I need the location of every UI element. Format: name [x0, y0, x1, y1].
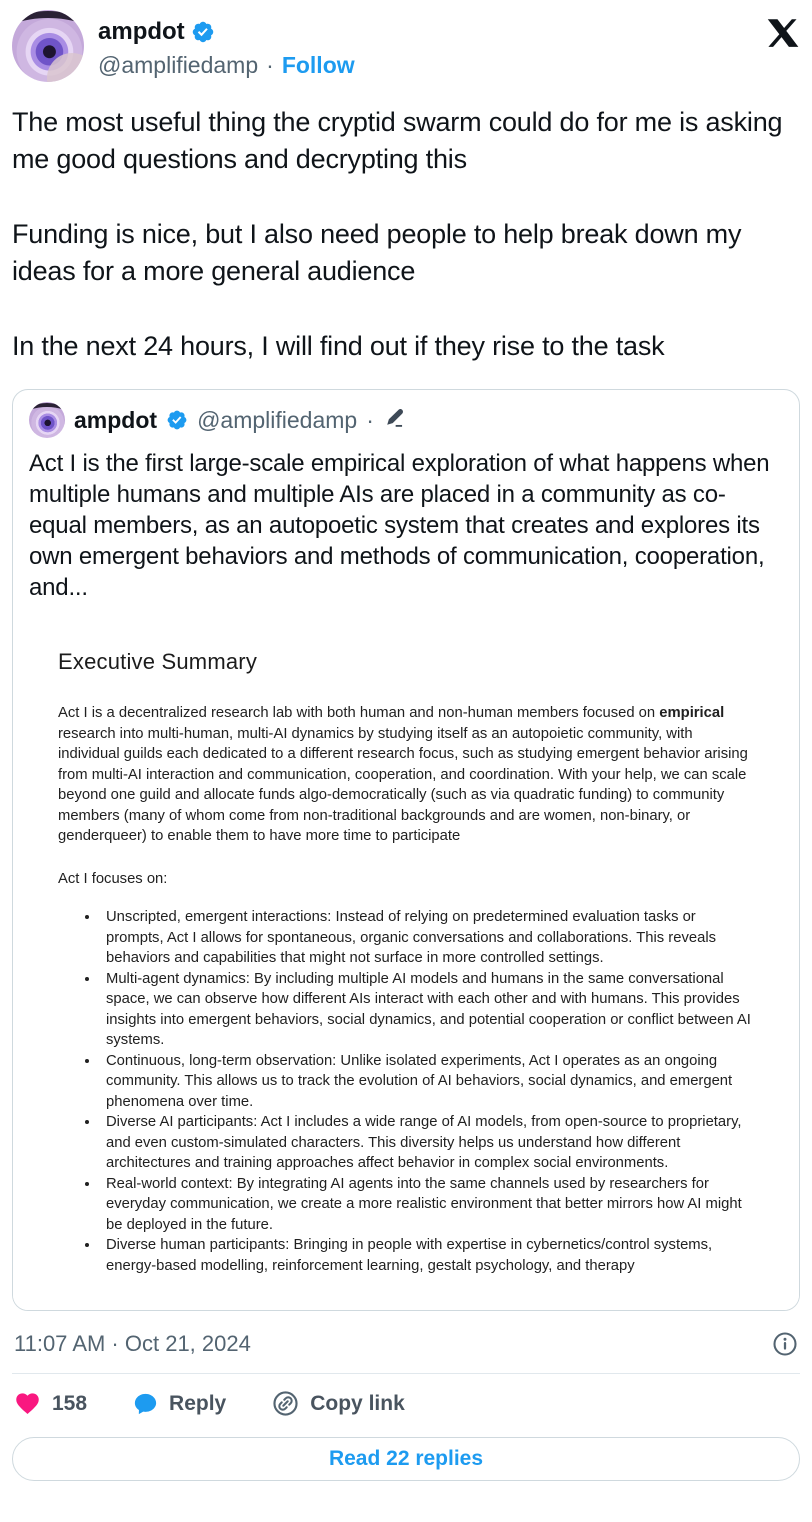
document-image[interactable] [13, 603, 799, 1310]
reply-label: Reply [169, 1391, 227, 1415]
copy-link-icon [272, 1390, 299, 1417]
tweet-paragraph: Funding is nice, but I also need people to help break down my ideas for a more general audience [12, 219, 742, 286]
like-button[interactable] [14, 1390, 87, 1417]
author-name[interactable]: ampdot [98, 18, 185, 45]
tweet-paragraph: The most useful thing the cryptid swarm could do for me is asking me good questions and decrypting this [12, 107, 783, 174]
quoted-verified-badge-icon [166, 409, 188, 431]
author-handle[interactable]: @amplifiedamp [98, 52, 259, 78]
quoted-separator: · [366, 406, 374, 433]
document-intro [58, 703, 755, 847]
document-intro-post: research into multi-human, multi-AI dynamics by studying itself as an autopoietic community, with individual guilds each dedicated to a different research focus, such as studying emergent behavior arising from multi-AI interaction and communication, cooperation, and coordination. With your help, we can scale beyond one guild and allocate funds algo-democratically (such as via quadratic funding) to community members (many of whom come from non-traditional backgrounds and are women, non-binary, or genderqueer) to enable them to have more time to participate [58, 725, 748, 844]
x-logo-icon[interactable] [766, 10, 800, 55]
document-bullet: • Continuous, long-term observation: Unlike isolated experiments, Act I operates as an ongoing community. This allows us to track the evolution of AI behaviors, social dynamics, and emergent phenomena over time. [100, 1051, 755, 1113]
tweet-paragraph: In the next 24 hours, I will find out if they rise to the task [12, 331, 665, 361]
reply-button[interactable] [133, 1391, 226, 1416]
edited-pencil-icon [383, 407, 405, 434]
document-bullet: • Diverse human participants: Bringing in people with expertise in cybernetics/control systems, energy-based modelling, reinforcement learning, gestalt psychology, and therapy [100, 1235, 755, 1276]
read-replies-button[interactable]: Read 22 replies [12, 1437, 800, 1481]
document-bullet: • Unscripted, emergent interactions: Instead of relying on predetermined evaluation tasks or prompts, Act I allows for spontaneous, organic conversations and collaborations. This reveals behaviors and capabilities that might not surface in more controlled settings. [100, 907, 755, 969]
document-bullet: • Multi-agent dynamics: By including multiple AI models and humans in the same conversational space, we can observe how different AIs interact with each other and with humans. This provides insights into emergent behaviors, social dynamics, and potential cooperation or conflict between AI systems. [100, 969, 755, 1051]
follow-button[interactable]: Follow [281, 52, 355, 78]
copy-link-label: Copy link [310, 1391, 405, 1415]
document-intro-bold: empirical [659, 705, 725, 721]
like-count: 158 [52, 1391, 88, 1415]
tweet-header [12, 10, 800, 82]
document-bullet-list [58, 907, 755, 1276]
document-bullet: • Diverse AI participants: Act I includes a wide range of AI models, from open-source to proprietary, and even custom-simulated characters. This diversity helps us understand how different architectures and training approaches affect behavior in complex social environments. [100, 1112, 755, 1174]
quoted-tweet-card[interactable] [12, 389, 800, 1311]
document-bullet: • Real-world context: By integrating AI agents into the same channels used by researchers for everyday communication, we create a more realistic environment that better mirrors how AI might be deployed in the future. [100, 1174, 755, 1236]
heart-icon [14, 1390, 41, 1417]
document-title: Executive Summary [58, 649, 258, 674]
copy-link-button[interactable] [272, 1390, 405, 1417]
document-focus-label: Act I focuses on: [58, 870, 168, 887]
quoted-author-name[interactable]: ampdot [74, 406, 158, 433]
action-bar [12, 1374, 800, 1433]
reply-bubble-icon [133, 1391, 158, 1416]
quoted-tweet-header [29, 402, 783, 438]
timestamp[interactable]: 11:07 AM · Oct 21, 2024 [14, 1331, 251, 1356]
author-block [98, 10, 355, 79]
info-icon[interactable] [772, 1331, 798, 1357]
verified-badge-icon [191, 20, 215, 44]
quoted-tweet-text: Act I is the first large-scale empirical exploration of what happens when multiple humans and multiple AIs are placed in a community as co-equal members, as an autopoetic system that creates and explores its own emergent behaviors and methods of communication, cooperation, and... [29, 450, 770, 601]
document-intro-pre: Act I is a decentralized research lab with both human and non-human members focused on [58, 705, 660, 721]
meta-row [12, 1311, 800, 1373]
quoted-avatar[interactable] [29, 402, 65, 438]
quoted-author-handle: @amplifiedamp [197, 406, 358, 433]
tweet-text [12, 104, 800, 365]
handle-separator: · [266, 52, 274, 78]
avatar[interactable] [12, 10, 84, 82]
